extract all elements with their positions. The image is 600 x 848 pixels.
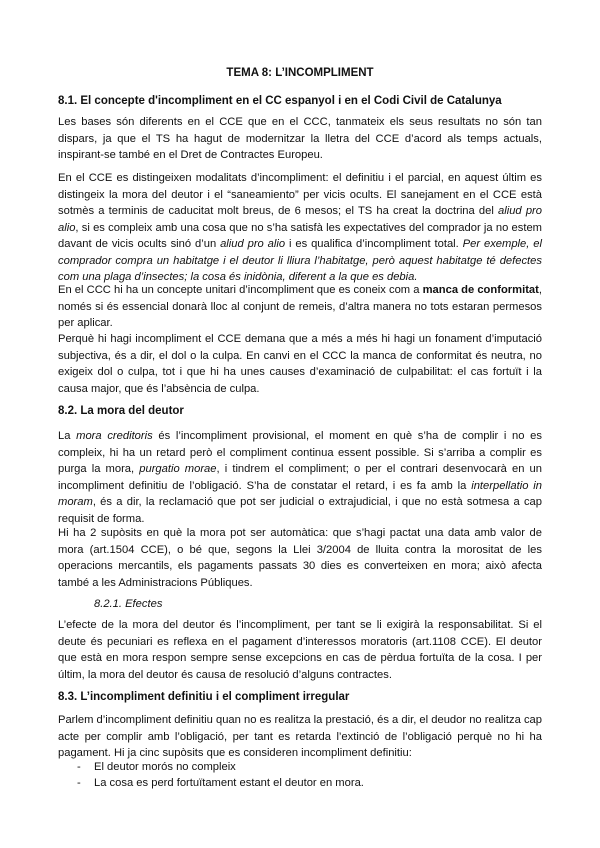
page-title: TEMA 8: L’INCOMPLIMENT <box>226 67 374 79</box>
paragraph: Perquè hi hagi incompliment el CCE demana que a més a més hi hagi un fonament d’imputació subjectiva, és a dir, el dol o la culpa. En canvi en el CCC la manca de conformitat és neutra, no exigeix dol o culpa, tot i que hi ha unes causes d’examinació de culpabilitat: el cas fortuït i la causa major, que és l’absència de culpa. <box>58 333 542 395</box>
italic-term: aliud pro alio <box>58 205 542 234</box>
bullet: - <box>77 761 81 773</box>
italic-example: Per exemple, el comprador compra un habitatge i el deutor li lliura l’habitatge, però aquest habitatge té defectes com una plaga d’insectes; la cosa és inidònia, diferent a la que es debia. <box>58 238 542 283</box>
paragraph: L’efecte de la mora del deutor és l’incompliment, per tant se li exigirà la responsabilitat. Si el deute és pecuniari es reflexa en el pagament d’interessos moratoris (art.1108 CCE). El deutor que està en mora respon sempre sense excepcions en cas de pèrdua fortuïta de la cosa. I per últim, la mora del deutor és causa de resolució d’alguns contractes. <box>58 619 542 681</box>
italic-term: aliud pro alio <box>220 238 286 250</box>
italic-term: purgatio morae <box>139 463 217 475</box>
list-item-text: El deutor morós no compleix <box>94 761 236 773</box>
section-heading-8-3: 8.3. L’incompliment definitiu i el compliment irregular <box>58 691 350 703</box>
subsection-heading-8-2-1: 8.2.1. Efectes <box>94 598 163 610</box>
section-heading-8-2: 8.2. La mora del deutor <box>58 405 184 417</box>
italic-term: mora creditoris <box>76 430 153 442</box>
paragraph: Parlem d’incompliment definitiu quan no es realitza la prestació, és a dir, el deudor no realitza cap acte per complir amb l’obligació, per tant es retarda l’extinció de l’obligació perquè no hi ha pagament. Hi ja cinc supòsits que es consideren incompliment definitiu: <box>58 714 542 759</box>
section-heading-8-1: 8.1. El concepte d'incompliment en el CC espanyol i en el Codi Civil de Catalunya <box>58 95 502 107</box>
italic-term: interpellatio in moram <box>58 479 542 508</box>
bold-term: manca de conformitat <box>422 284 539 296</box>
list-item-text: La cosa es perd fortuïtament estant el deutor en mora. <box>94 777 364 789</box>
paragraph: En el CCC hi ha un concepte unitari d’incompliment que es coneix com a manca de conformitat, només si és essencial donarà lloc al conjunt de remeis, d’altra manera no tots estaran permesos per aplicar. <box>58 284 542 329</box>
paragraph: Les bases són diferents en el CCE que en el CCC, tanmateix els seus resultats no són tan dispars, ja que el TS ha hagut de modernitzar la lletra del CCE d’acord als temps actuals, inspirant-se també en el Dret de Contractes Europeu. <box>58 116 542 161</box>
paragraph: Hi ha 2 supòsits en què la mora pot ser automàtica: que s’hagi pactat una data amb valor de mora (art.1504 CCE), o bé que, segons la Llei 3/2004 de lluita contra la morositat de les operacions mercantils, els pagaments passats 30 dies es converteixen en mora; això afecta també a les Administracions Públiques. <box>58 527 542 589</box>
paragraph: La mora creditoris és l’incompliment provisional, el moment en què s’ha de complir i no es compleix, hi ha un retard però el compliment continua essent possible. Si s’arriba a complir es purga la mora, purgatio morae, i tindrem el compliment; o per el contrari desenvocarà en un incompliment definitiu de l’obligació. S’ha de constatar el retard, i es fa amb la interpellatio in moram, és a dir, la reclamació que pot ser judicial o extrajudicial, i que no està sotmesa a cap requisit de forma. <box>58 430 542 525</box>
bullet: - <box>77 777 81 789</box>
paragraph: En el CCE es distingeixen modalitats d’incompliment: el definitiu i el parcial, en aquest últim es distingeix la mora del deutor i el “saneamiento” per vicis ocults. El sanejament en el CCE està sotmès a terminis de caducitat molt breus, de 6 mesos; el TS ha creat la doctrina del aliud pro alio, si es compleix amb una cosa que no s’ha satisfà les expectatives del comprador ja no estem davant de vicis ocults sinó d’un aliud pro alio i es qualifica d’incompliment total. Per exemple, el comprador compra un habitatge i el deutor li lliura l’habitatge, però aquest habitatge té defectes com una plaga d’insectes; la cosa és inidònia, diferent a la que es debia. <box>58 172 542 283</box>
